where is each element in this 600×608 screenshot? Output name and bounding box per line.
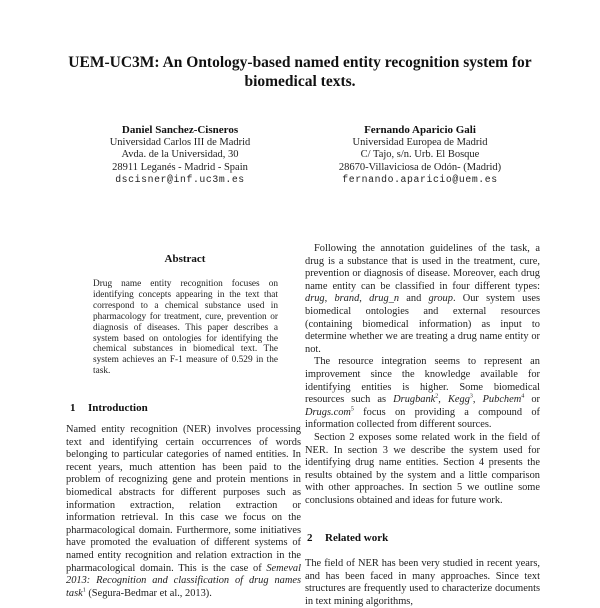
related-work-paragraph-1: The field of NER has been very studied in recent years, and has been faced in many approaches. Since text structures are frequently used to characterize documents in text mining algorithms,: [305, 558, 540, 607]
section-number: 2: [307, 532, 313, 544]
type-brand: brand: [334, 293, 360, 305]
intro-paragraph-3: [305, 356, 540, 432]
author-block-1: [60, 124, 300, 187]
right-column-body: [305, 243, 540, 507]
author-address-line2: 28911 Leganés - Madrid - Spain: [112, 161, 248, 173]
type-drug-n: drug_n: [369, 293, 400, 305]
left-column-body: [66, 424, 301, 600]
author-name: Daniel Sanchez-Cisneros: [121, 124, 239, 136]
text-span: or: [524, 394, 540, 406]
text-span: ,: [472, 394, 483, 406]
resource-kegg: Kegg: [447, 394, 470, 406]
section-title: Related work: [325, 532, 389, 544]
author-affiliation: Universidad Carlos III de Madrid: [109, 136, 251, 148]
section-title: Introduction: [88, 402, 148, 414]
author-email[interactable]: dscisner@inf.uc3m.es: [115, 174, 245, 186]
intro-paragraph-1: [66, 424, 301, 600]
footnote-marker[interactable]: 2: [435, 393, 439, 400]
citation: (Segura-Bedmar et al., 2013).: [85, 587, 212, 599]
type-drug: drug: [305, 293, 325, 305]
intro-paragraph-2: [305, 243, 540, 356]
text-span: Following the annotation guidelines of the task, a drug is a substance that is used in the treatment, cure, prevention or diagnosis of disease. Moreover, each drug name entity can be classified in four different types:: [305, 243, 540, 292]
author-block-2: [300, 124, 540, 187]
resource-drugbank: Drugbank: [393, 394, 436, 406]
author-email[interactable]: fernando.aparicio@uem.es: [342, 174, 498, 186]
author-address-line2: 28670-Villaviciosa de Odón- (Madrid): [338, 161, 502, 173]
text-span: focus on providing a compound of information collected from different sources.: [305, 406, 540, 431]
section-number: 1: [70, 402, 76, 414]
text-span: ,: [324, 293, 335, 305]
footnote-marker[interactable]: 1: [82, 587, 86, 594]
section-heading-introduction: [70, 402, 148, 414]
author-address-line1: C/ Tajo, s/n. Urb. El Bosque: [360, 149, 480, 161]
paper-title: UEM-UC3M: An Ontology-based named entity recognition system for biomedical texts.: [68, 54, 532, 90]
author-name: Fernando Aparicio Gali: [364, 124, 476, 136]
resource-drugs-com: Drugs.com: [305, 406, 351, 418]
abstract-heading: Abstract: [164, 253, 206, 265]
abstract-text: Drug name entity recognition focuses on identifying concepts appearing in the text that correspond to a chemical substance used in pharmacology for treatment, cure, prevention or diagnosis of diseases. This paper describes a system based on ontologies for identifying the chemical substances in biomedical text. The system achieves an F-1 measure of 0.529 in the task.: [93, 279, 278, 377]
text-span: ,: [438, 394, 448, 406]
text-span: ,: [359, 293, 370, 305]
footnote-marker[interactable]: 3: [469, 393, 473, 400]
text-span: . Our system uses biomedical ontologies and external resources (containing biomedical information) as input to determine whether we are treating a drug name entity or not.: [305, 293, 541, 355]
intro-paragraph-4: Section 2 exposes some related work in the field of NER. In section 3 we describe the system used for identifying drug name entities. Section 4 presents the results obtained by the system and a little comparison with other approaches. In section 5 we outline some conclusions obtained and ideas for future work.: [305, 431, 540, 506]
text-span: The resource integration seems to represent an improvement since the knowledge available for identifying entities is higher. Some biomedical resources such as: [305, 356, 540, 406]
type-group: group: [428, 293, 453, 305]
footnote-marker[interactable]: 4: [521, 393, 525, 400]
intro-paragraph-1-text: Named entity recognition (NER) involves processing text and identifying certain occurrences of words belonging to particular categories of named entities. In recent years, much attention has been paid to the problem of recognizing gene and protein mentions in biomedical abstracts for different purposes such as information extraction, relation extraction or information retrieval. In this case we focus on the pharmacological domain. Furthermore, some initiatives have promoted the evaluation of different systems of named entity recognition and relation extraction in the pharmacological domain. This is the case of: [66, 424, 301, 574]
author-affiliation: Universidad Europea de Madrid: [352, 136, 488, 148]
footnote-marker[interactable]: 5: [350, 406, 354, 413]
related-work-body: [305, 558, 540, 608]
section-heading-related-work: [307, 532, 388, 544]
resource-pubchem: Pubchem: [482, 394, 522, 406]
text-span: and: [399, 293, 429, 305]
author-address-line1: Avda. de la Universidad, 30: [121, 149, 239, 161]
task-name-italic: Semeval 2013: Recognition and classification of drug names task: [66, 562, 301, 599]
